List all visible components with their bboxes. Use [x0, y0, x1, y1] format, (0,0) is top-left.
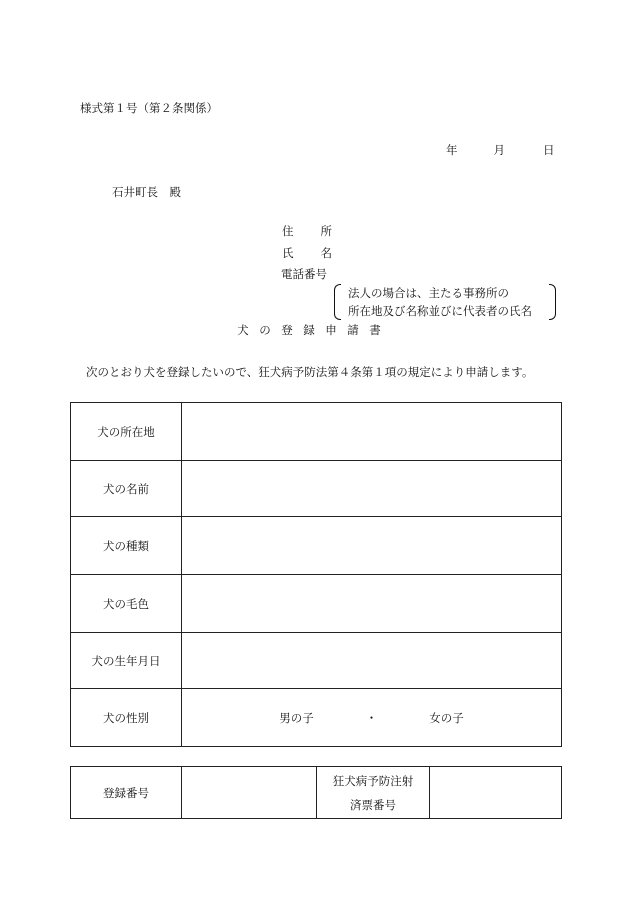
applicant-name-label: 氏 名: [282, 246, 332, 260]
sex-option-female[interactable]: 女の子: [429, 710, 464, 725]
sex-separator: ・: [365, 710, 378, 725]
dog-coat-field[interactable]: [182, 575, 562, 633]
applicant-address-label: 住 所: [282, 224, 332, 238]
application-statement: 次のとおり犬を登録したいので、狂犬病予防法第４条第１項の規定により申請します。: [86, 365, 534, 379]
date-month: 月: [493, 143, 505, 157]
reg-number-label: 登録番号: [71, 767, 182, 819]
corporate-note: [334, 282, 556, 320]
dog-sex-label: 犬の性別: [71, 689, 182, 747]
date-line: [446, 142, 555, 158]
table-row: [71, 461, 562, 517]
dog-breed-label: 犬の種類: [71, 517, 182, 575]
dog-birth-field[interactable]: [182, 633, 562, 689]
dog-coat-label: 犬の毛色: [71, 575, 182, 633]
dog-info-table: [70, 402, 562, 747]
dog-name-field[interactable]: [182, 461, 562, 517]
dog-location-field[interactable]: [182, 403, 562, 461]
left-bracket: [334, 284, 341, 320]
applicant-phone-label: 電話番号: [281, 267, 327, 281]
table-row: [71, 403, 562, 461]
form-number: 様式第１号（第２条関係）: [80, 101, 218, 115]
date-day: 日: [543, 143, 555, 157]
right-bracket: [549, 284, 556, 320]
reg-number-field[interactable]: [182, 767, 317, 819]
table-row: [71, 575, 562, 633]
note-line-1: 法人の場合は、主たる事務所の: [348, 286, 509, 300]
addressee: 石井町長 殿: [112, 185, 181, 199]
dog-birth-label: 犬の生年月日: [71, 633, 182, 689]
dog-name-label: 犬の名前: [71, 461, 182, 517]
note-line-2: 所在地及び名称並びに代表者の氏名: [348, 304, 532, 318]
sex-option-male[interactable]: 男の子: [279, 710, 314, 725]
table-row: [71, 517, 562, 575]
dog-breed-field[interactable]: [182, 517, 562, 575]
table-row: [71, 689, 562, 747]
table-row: [71, 633, 562, 689]
dog-location-label: 犬の所在地: [71, 403, 182, 461]
vaccine-tag-label: 狂犬病予防注射 済票番号: [317, 767, 430, 819]
vaccine-tag-field[interactable]: [430, 767, 562, 819]
form-title: 犬 の 登 録 申 請 書: [237, 323, 381, 337]
registration-table: [70, 766, 562, 819]
table-row: [71, 767, 562, 819]
dog-sex-field: [182, 689, 562, 747]
date-year: 年: [446, 143, 458, 157]
